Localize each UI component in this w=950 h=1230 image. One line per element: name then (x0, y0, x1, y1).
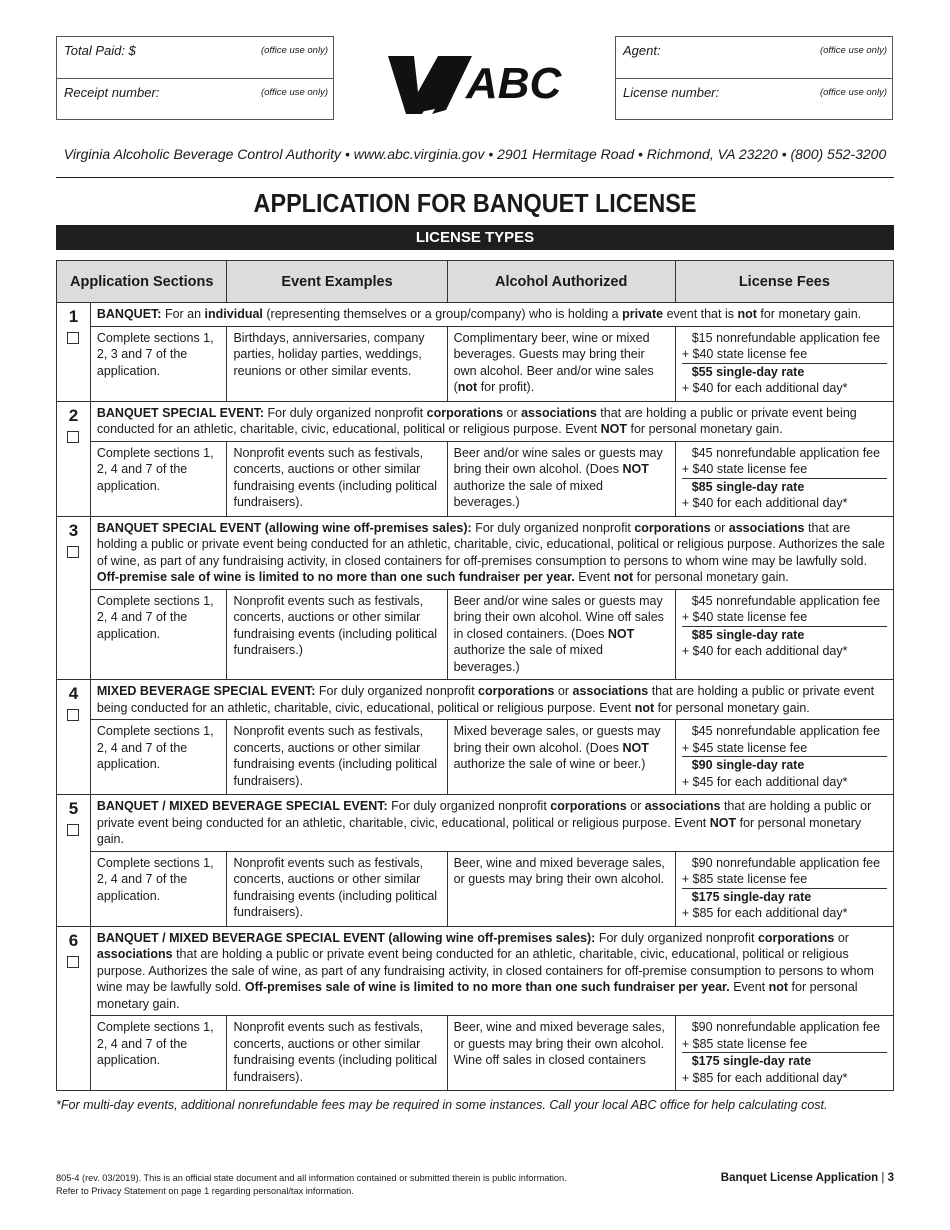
application-fee: $45 nonrefundable application fee (691, 724, 881, 738)
footer-page-label (721, 1172, 894, 1184)
state-license-fee: + $85 state license fee (681, 872, 808, 886)
license-type-selector (57, 303, 91, 402)
single-day-rate: $85 single-day rate (682, 626, 887, 644)
license-fees-cell (675, 720, 893, 795)
state-license-fee: + $45 state license fee (681, 740, 808, 755)
table-header-row (57, 261, 894, 303)
application-sections-cell: Complete sections 1, 2, 4 and 7 of the application. (90, 851, 227, 926)
license-type-description: BANQUET / MIXED BEVERAGE SPECIAL EVENT: For duly organized nonprofit corporations or associations that are holding a public or private event being conducted for an athletic, charitable, civic, educational, political or religious purpose. Event NOT for personal monetary gain. (90, 795, 893, 852)
license-type-selector (57, 926, 91, 1091)
license-type-checkbox[interactable] (67, 956, 79, 968)
license-type-checkbox[interactable] (67, 824, 79, 836)
license-type-description: MIXED BEVERAGE SPECIAL EVENT: For duly organized nonprofit corporations or associations that are holding a public or private event being conducted for an athletic, charitable, civic, educational, political or religious purpose. Event not for personal monetary gain. (90, 680, 893, 720)
license-number-field[interactable] (616, 79, 892, 121)
footer-legal-line2: Refer to Privacy Statement on page 1 regarding personal/tax information. (56, 1185, 354, 1196)
event-examples-cell: Nonprofit events such as festivals, concerts, auctions or other similar fundraising events (including political fundraisers). (227, 720, 447, 795)
header-alcohol-authorized: Alcohol Authorized (447, 261, 675, 303)
single-day-rate: $175 single-day rate (682, 1052, 887, 1070)
license-type-2-details-row (57, 441, 894, 516)
application-fee: $45 nonrefundable application fee (691, 445, 881, 460)
office-use-note: (office use only) (260, 45, 328, 56)
office-use-note: (office use only) (819, 87, 887, 98)
additional-day-fee: + $45 for each additional day* (681, 774, 848, 789)
license-fees-cell (675, 1016, 893, 1091)
license-type-checkbox[interactable] (67, 709, 79, 721)
footer-separator: | (878, 1172, 888, 1184)
application-fee: $45 nonrefundable application fee (691, 593, 881, 608)
license-type-4-description-row (57, 680, 894, 720)
state-license-fee: + $85 state license fee (681, 1036, 808, 1051)
agent-label: Agent: (623, 43, 661, 58)
office-use-box-right (615, 36, 893, 120)
additional-day-fee: + $85 for each additional day* (681, 906, 848, 920)
additional-day-fee: + $40 for each additional day* (681, 381, 848, 395)
single-day-rate: $55 single-day rate (682, 363, 887, 381)
license-type-description: BANQUET SPECIAL EVENT: For duly organized nonprofit corporations or associations that are holding a public or private event being conducted for an athletic, charitable, civic, educational, political or religious purpose. Event NOT for personal monetary gain. (90, 401, 893, 441)
state-license-fee: + $40 state license fee (681, 462, 808, 476)
event-examples-cell: Nonprofit events such as festivals, concerts, auctions or other similar fundraising events (including political fundraisers). (227, 851, 447, 926)
receipt-number-label: Receipt number: (64, 85, 160, 100)
additional-day-fee: + $40 for each additional day* (681, 496, 848, 510)
license-type-description: BANQUET: For an individual (representing themselves or a group/company) who is holding a private event that is not for monetary gain. (90, 303, 893, 327)
alcohol-authorized-cell: Beer and/or wine sales or guests may bring their own alcohol. Wine off sales in closed containers. (Does NOT authorize the sale of mixed beverages.) (447, 589, 675, 680)
address-line: Virginia Alcoholic Beverage Control Authority • www.abc.virginia.gov • 2901 Hermitage Road • Richmond, VA 23220 • (800) 552-3200 (63, 146, 887, 162)
license-type-3-description-row (57, 516, 894, 589)
event-examples-cell: Birthdays, anniversaries, company parties, holiday parties, weddings, reunions or other similar events. (227, 326, 447, 401)
office-use-box-left (56, 36, 334, 120)
header-divider (56, 177, 894, 178)
application-sections-cell: Complete sections 1, 2, 4 and 7 of the application. (90, 589, 227, 680)
license-type-number: 4 (68, 684, 79, 703)
total-paid-field[interactable] (57, 37, 333, 79)
application-fee: $90 nonrefundable application fee (691, 855, 881, 870)
license-fees-cell (675, 851, 893, 926)
agent-field[interactable] (616, 37, 892, 79)
footnote: *For multi-day events, additional nonrefundable fees may be required in some instances. Call your local ABC office for help calculating cost. (56, 1098, 828, 1112)
alcohol-authorized-cell: Mixed beverage sales, or guests may bring their own alcohol. (Does NOT authorize the sale of wine or beer.) (447, 720, 675, 795)
logo-text: ABC (466, 59, 562, 108)
license-type-1-details-row (57, 326, 894, 401)
footer-title: Banquet License Application (720, 1172, 879, 1184)
license-type-6-details-row (57, 1016, 894, 1091)
license-type-number: 5 (68, 799, 79, 818)
license-type-5-details-row (57, 851, 894, 926)
license-fees-cell (675, 326, 893, 401)
header-application-sections: Application Sections (57, 261, 227, 303)
office-use-note: (office use only) (260, 87, 328, 98)
license-type-number: 3 (68, 520, 79, 540)
header-license-fees: License Fees (675, 261, 893, 303)
application-sections-cell: Complete sections 1, 2, 4 and 7 of the application. (90, 720, 227, 795)
license-types-table (56, 260, 894, 1091)
license-type-selector (57, 795, 91, 927)
event-examples-cell: Nonprofit events such as festivals, concerts, auctions or other similar fundraising events (including political fundraisers). (227, 441, 447, 516)
license-type-number: 6 (68, 930, 79, 950)
license-type-checkbox[interactable] (67, 332, 79, 344)
event-examples-cell: Nonprofit events such as festivals, concerts, auctions or other similar fundraising events (including political fundraisers.) (227, 589, 447, 680)
license-type-selector (57, 680, 91, 795)
license-type-selector (57, 401, 91, 516)
abc-logo (388, 52, 568, 116)
license-type-number: 1 (68, 307, 79, 326)
license-types-bar: LICENSE TYPES (56, 225, 894, 250)
single-day-rate: $85 single-day rate (682, 478, 887, 496)
header-event-examples: Event Examples (227, 261, 447, 303)
footer-legal (56, 1172, 567, 1197)
total-paid-label: Total Paid: $ (64, 43, 136, 58)
page-title: APPLICATION FOR BANQUET LICENSE (253, 188, 697, 218)
application-sections-cell: Complete sections 1, 2, 3 and 7 of the application. (90, 326, 227, 401)
single-day-rate: $90 single-day rate (682, 756, 887, 774)
additional-day-fee: + $85 for each additional day* (681, 1070, 848, 1085)
footer-legal-line1: 805-4 (rev. 03/2019). This is an official state document and all information contained or submitted therein is public information. (56, 1173, 567, 1183)
alcohol-authorized-cell: Complimentary beer, wine or mixed beverages. Guests may bring their own alcohol. Beer and/or wine sales (not for profit). (447, 326, 675, 401)
event-examples-cell: Nonprofit events such as festivals, concerts, auctions or other similar fundraising events (including political fundraisers). (227, 1016, 447, 1091)
license-type-2-description-row (57, 401, 894, 441)
license-fees-cell (675, 441, 893, 516)
license-type-5-description-row (57, 795, 894, 852)
application-fee: $15 nonrefundable application fee (691, 330, 881, 345)
office-use-note: (office use only) (819, 45, 887, 56)
license-type-number: 2 (68, 405, 79, 425)
page-number: 3 (887, 1172, 894, 1184)
license-type-1-description-row (57, 303, 894, 327)
application-sections-cell: Complete sections 1, 2, 4 and 7 of the application. (90, 441, 227, 516)
license-type-checkbox[interactable] (67, 431, 79, 443)
license-type-description: BANQUET / MIXED BEVERAGE SPECIAL EVENT (allowing wine off-premises sales): For duly organized nonprofit corporations or associations that are holding a public or private event being conducted for an athletic, charitable, civic, educational, political or religious purpose. Authorizes the sale of wine, as part of any fundraising activity, in closed containers for off-premise consumption to persons to whom wine may be lawfully sold. Off-premises sale of wine is limited to no more than one such fundraiser per year. Event not for personal monetary gain. (90, 926, 893, 1016)
license-type-6-description-row (57, 926, 894, 1016)
license-fees-cell (675, 589, 893, 680)
license-type-selector (57, 516, 91, 680)
application-fee: $90 nonrefundable application fee (691, 1020, 881, 1034)
additional-day-fee: + $40 for each additional day* (681, 644, 848, 658)
license-type-4-details-row (57, 720, 894, 795)
license-number-label: License number: (623, 85, 720, 100)
state-license-fee: + $40 state license fee (681, 347, 808, 361)
license-type-3-details-row (57, 589, 894, 680)
state-license-fee: + $40 state license fee (681, 610, 808, 624)
license-type-checkbox[interactable] (67, 546, 79, 558)
license-type-description: BANQUET SPECIAL EVENT (allowing wine off-premises sales): For duly organized nonprofit corporations or associations that are holding a public or private event being conducted for an athletic, charitable, civic, educational, political or religious purpose. Authorizes the sale of wine, as part of any fundraising activity, in closed containers for off-premises consumption to persons to whom wine may be lawfully sold. Off-premise sale of wine is limited to no more than one such fundraiser per year. Event not for personal monetary gain. (90, 516, 893, 589)
application-sections-cell: Complete sections 1, 2, 4 and 7 of the application. (90, 1016, 227, 1091)
alcohol-authorized-cell: Beer and/or wine sales or guests may bring their own alcohol. (Does NOT authorize the sale of mixed beverages.) (447, 441, 675, 516)
alcohol-authorized-cell: Beer, wine and mixed beverage sales, or guests may bring their own alcohol. (447, 851, 675, 926)
alcohol-authorized-cell: Beer, wine and mixed beverage sales, or guests may bring their own alcohol. Wine off sales in closed containers (447, 1016, 675, 1091)
receipt-number-field[interactable] (57, 79, 333, 121)
single-day-rate: $175 single-day rate (682, 888, 887, 906)
